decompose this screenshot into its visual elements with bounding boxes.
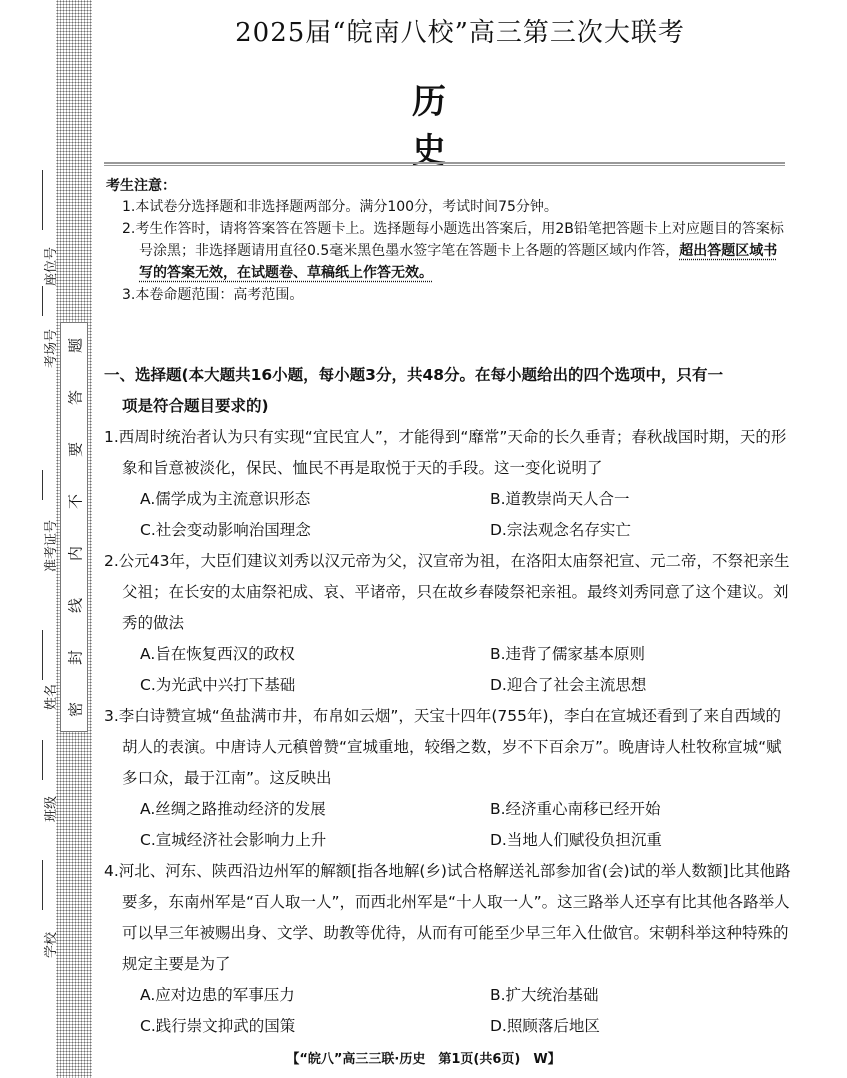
question (104, 856, 792, 1042)
seal-notice (60, 322, 88, 732)
notice-item-text: 2.考生作答时，请将答案答在答题卡上。选择题每小题选出答案后，用2B铅笔把答题卡上对应题目的答案标号涂黑；非选择题请用直径0.5毫米黑色墨水签字笔在答题卡上各题的答题区域内作答， (122, 221, 784, 259)
field-label: 考场号 (44, 328, 59, 368)
field-label: 座位号 (44, 246, 59, 286)
field-label: 准考证号 (44, 519, 59, 572)
notice-item: 1.本试卷分选择题和非选择题两部分。满分100分，考试时间75分钟。 (122, 199, 558, 215)
seal-char: 内 (66, 546, 85, 562)
option: D.照顾落后地区 (490, 1017, 600, 1035)
option: C.践行崇文抑武的国策 (140, 1017, 296, 1035)
exam-title: 2025届“皖南八校”高三第三次大联考 (235, 18, 685, 48)
option: C.社会变动影响治国理念 (140, 521, 311, 539)
seal-char: 答 (66, 390, 85, 406)
field-school (22, 860, 59, 970)
notice-item (122, 218, 790, 284)
notice-title: 考生注意： (106, 178, 176, 194)
question-stem: 3.李白诗赞宣城“鱼盐满市井，布帛如云烟”，天宝十四年(755年)，李白在宣城还看到了来自西域的胡人的表演。中唐诗人元稹曾赞“宣城重地，较缗之数，岁不下百余万”。晚唐诗人杜牧称宣城“赋多口众，最于江南”。这反映出 (104, 707, 782, 787)
field-label: 姓名 (44, 683, 59, 710)
field-exam-room (22, 286, 59, 376)
question-options (104, 484, 792, 546)
section-title (104, 360, 792, 422)
option: D.当地人们赋役负担沉重 (490, 831, 662, 849)
notice-emphasis: 超出答题区域书写的答案无效，在试题卷、草稿纸上作答无效。 (139, 243, 778, 281)
header-divider (104, 162, 785, 166)
notice-list (122, 196, 790, 306)
field-admission-number (22, 470, 59, 590)
section-title-line: 项是符合题目要求的) (122, 397, 269, 415)
question-stem: 2.公元43年，大臣们建议刘秀以汉元帝为父，汉宣帝为祖，在洛阳太庙祭祀宣、元二帝，不祭祀亲生父祖；在长安的太庙祭祀成、哀、平诸帝，只在故乡春陵祭祀亲祖。最终刘秀同意了这个建议。刘秀的做法 (104, 552, 790, 632)
option: D.宗法观念名存实亡 (490, 521, 631, 539)
notice-item: 3.本卷命题范围：高考范围。 (122, 287, 304, 303)
page-footer: 【“皖八”高三三联·历史 第1页(共6页) W】 (286, 1052, 561, 1067)
question (104, 422, 792, 546)
option: B.扩大统治基础 (490, 986, 599, 1004)
field-name (22, 630, 59, 720)
binding-strip (0, 0, 95, 1078)
seal-char: 封 (66, 650, 85, 666)
option: A.儒学成为主流意识形态 (140, 490, 311, 508)
question-options (104, 639, 792, 701)
option: B.经济重心南移已经开始 (490, 800, 661, 818)
subject-title: 历史 (412, 82, 504, 171)
question-options (104, 794, 792, 856)
field-seat-number (22, 170, 59, 286)
option: B.道教崇尚天人合一 (490, 490, 630, 508)
seal-char: 要 (66, 442, 85, 458)
field-class (22, 740, 59, 840)
seal-char: 线 (66, 598, 85, 614)
seal-char: 不 (66, 494, 85, 510)
seal-char: 密 (66, 702, 85, 718)
question-stem: 1.西周时统治者认为只有实现“宜民宜人”，才能得到“靡常”天命的长久垂青；春秋战国时期，天的形象和旨意被淡化，保民、恤民不再是取悦于天的手段。这一变化说明了 (104, 428, 787, 477)
question (104, 546, 792, 701)
question-section (104, 360, 792, 1042)
option: A.旨在恢复西汉的政权 (140, 645, 295, 663)
option: A.丝绸之路推动经济的发展 (140, 800, 326, 818)
option: B.违背了儒家基本原则 (490, 645, 646, 663)
question-stem: 4.河北、河东、陕西沿边州军的解额[指各地解(乡)试合格解送礼部参加省(会)试的举人数额]比其他路要多，东南州军是“百人取一人”，而西北州军是“十人取一人”。这三路举人还享有比其他各路举人可以早三年被赐出身、文学、助教等优待，从而有可能至少早三年入仕做官。宋朝科举这种特殊的规定主要是为了 (104, 862, 791, 973)
question-options (104, 980, 792, 1042)
option: C.宣城经济社会影响力上升 (140, 831, 327, 849)
field-label: 学校 (44, 931, 59, 958)
field-label: 班级 (44, 795, 59, 822)
question (104, 701, 792, 856)
section-title-line: 一、选择题(本大题共16小题，每小题3分，共48分。在每小题给出的四个选项中，只有一 (104, 366, 724, 384)
seal-char: 题 (66, 338, 85, 354)
option: C.为光武中兴打下基础 (140, 676, 296, 694)
option: A.应对边患的军事压力 (140, 986, 295, 1004)
option: D.迎合了社会主流思想 (490, 676, 647, 694)
